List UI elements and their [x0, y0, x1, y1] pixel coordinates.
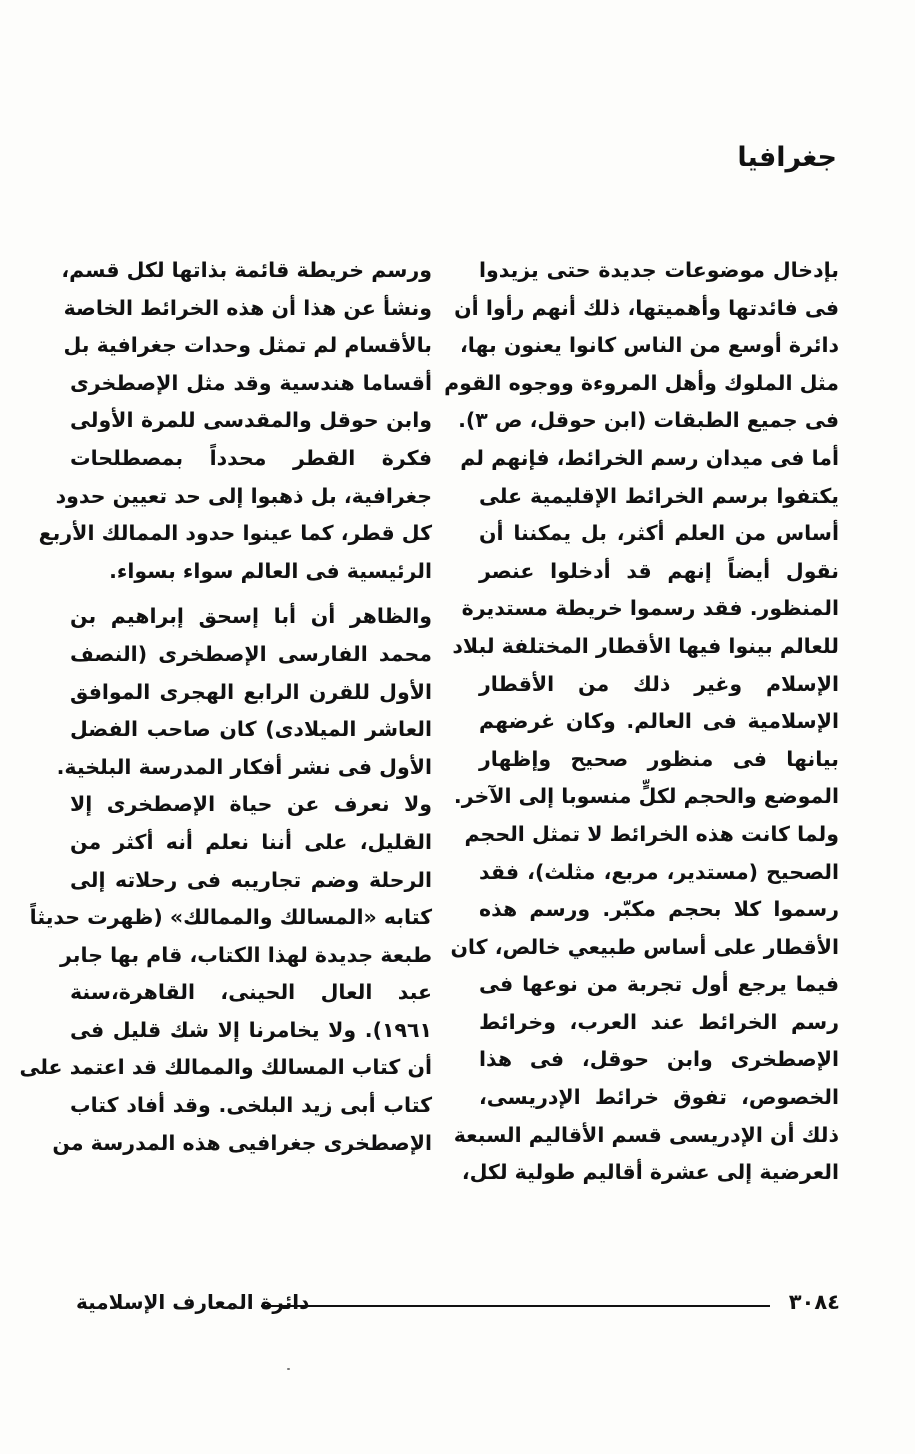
left-text-column [19, 252, 432, 1162]
page-header-title: جغرافيا [737, 142, 837, 173]
text-line: الصحيح (مستدير، مربع، مثلث)، فقد [479, 859, 839, 884]
text-line: الخصوص، تفوق خرائط الإدريسى، [479, 1085, 839, 1110]
text-line: كل قطر، كما عينوا حدود الممالك الأربع [38, 521, 432, 546]
text-line: الرحلة وضم تجاريبه فى رحلاته إلى [70, 867, 432, 892]
page-footer [76, 1290, 840, 1320]
text-line: الأول فى نشر أفكار المدرسة البلخية. [56, 754, 432, 779]
scan-speck [287, 1368, 290, 1370]
text-line: ذلك أن الإدريسى قسم الأقاليم السبعة [453, 1122, 839, 1147]
text-line: الإصطخرى وابن حوقل، فى هذا [479, 1047, 839, 1072]
text-line: ولا نعرف عن حياة الإصطخرى إلا [70, 792, 432, 817]
page-number: ٣٠٨٤ [788, 1290, 840, 1314]
text-line: العاشر الميلادى) كان صاحب الفضل [70, 717, 432, 742]
text-line: الأقطار على أساس طبيعي خالص، كان [450, 934, 839, 959]
text-line: يكتفوا برسم الخرائط الإقليمية على [479, 483, 839, 508]
text-line: أساس من العلم أكثر، بل يمكننا أن [479, 521, 839, 546]
text-line: وابن حوقل والمقدسى للمرة الأولى [70, 408, 432, 433]
text-line: مثل الملوك وأهل المروءة ووجوه القوم [444, 370, 839, 395]
text-line: بالأقسام لم تمثل وحدات جغرافية بل [63, 333, 432, 358]
text-line: ورسم خريطة قائمة بذاتها لكل قسم، [61, 258, 432, 282]
text-line: محمد الفارسى الإصطخرى (النصف [70, 641, 432, 666]
text-line: بيانها فى منظور صحيح وإظهار [479, 746, 839, 771]
text-line: كتاب أبى زيد البلخى. وقد أفاد كتاب [70, 1093, 432, 1118]
text-line: كتابه «المسالك والممالك» (ظهرت حديثاً [29, 905, 432, 930]
text-line: الموضع والحجم لكلٍّ منسوبا إلى الآخر. [453, 784, 839, 809]
text-line: فى فائدتها وأهميتها، ذلك أنهم رأوا أن [454, 295, 839, 320]
text-line: نقول أيضاً إنهم قد أدخلوا عنصر [479, 558, 839, 583]
text-line: جغرافية، بل ذهبوا إلى حد تعيين حدود [55, 483, 432, 508]
text-line: ولما كانت هذه الخرائط لا تمثل الحجم [464, 821, 839, 846]
text-line: رسموا كلا بحجم مكبّر. ورسم هذه [479, 897, 839, 922]
text-line: ١٩٦١). ولا يخامرنا إلا شك قليل فى [70, 1017, 432, 1042]
text-line: فكرة القطر محدداً بمصطلحات [70, 445, 432, 470]
text-line: أن كتاب المسالك والممالك قد اعتمد على [19, 1055, 432, 1080]
text-line: للعالم بينوا فيها الأقطار المختلفة لبلاد [452, 633, 839, 658]
text-line: دائرة أوسع من الناس كانوا يعنون بها، [460, 333, 839, 358]
text-line: طبعة جديدة لهذا الكتاب، قام بها جابر [60, 942, 432, 967]
text-line: الإصطخرى جغرافيى هذه المدرسة من [52, 1130, 432, 1155]
text-line: العرضية إلى عشرة أقاليم طولية لكل، [461, 1160, 839, 1185]
text-line: فى جميع الطبقات (ابن حوقل، ص ٣). [458, 408, 839, 433]
text-line: أما فى ميدان رسم الخرائط، فإنهم لم [460, 445, 839, 470]
right-text-column [444, 252, 839, 1192]
text-line: بإدخال موضوعات جديدة حتى يزيدوا [479, 258, 839, 282]
text-line: ونشأ عن هذا أن هذه الخرائط الخاصة [63, 295, 432, 320]
text-line: رسم الخرائط عند العرب، وخرائط [479, 1009, 839, 1034]
text-line: القليل، على أننا نعلم أنه أكثر من [70, 829, 432, 854]
text-line: فيما يرجع أول تجربة من نوعها فى [479, 972, 839, 997]
text-line: أقساما هندسية وقد مثل الإصطخرى [70, 370, 432, 395]
text-line: المنظور. فقد رسموا خريطة مستديرة [461, 596, 839, 621]
paragraph-gap [70, 590, 432, 598]
footer-divider [261, 1305, 770, 1307]
text-line: الرئيسية فى العالم سواء بسواء. [109, 558, 432, 583]
text-line: عبد العال الحينى، القاهرة،سنة [70, 980, 432, 1005]
publication-title: دائرة المعارف الإسلامية [76, 1290, 310, 1314]
text-line: الأول للقرن الرابع الهجرى الموافق [70, 679, 432, 704]
text-line: الإسلامية فى العالم. وكان غرضهم [479, 709, 839, 734]
text-line: الإسلام وغير ذلك من الأقطار [479, 671, 839, 696]
text-line: والظاهر أن أبا إسحق إبراهيم بن [70, 604, 432, 629]
